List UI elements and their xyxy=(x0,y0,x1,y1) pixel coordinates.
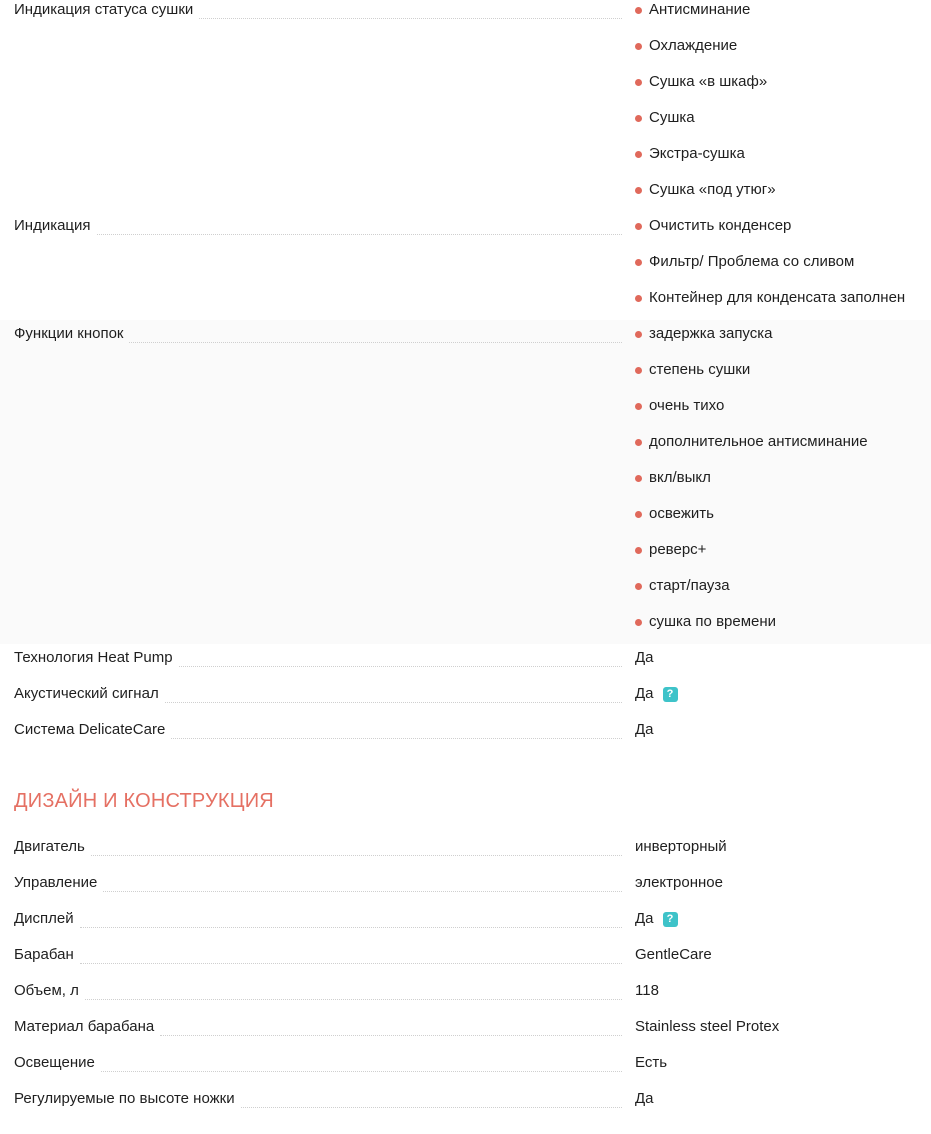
spec-value-list-item xyxy=(635,212,931,248)
spec-value-list-item xyxy=(635,356,931,392)
bullet-icon xyxy=(635,43,642,50)
bullet-icon xyxy=(635,439,642,446)
section-heading-design: ДИЗАЙН И КОНСТРУКЦИЯ xyxy=(14,790,274,812)
spec-value-list-item xyxy=(635,464,931,500)
spec-values xyxy=(635,1013,931,1049)
spec-value-text: освежить xyxy=(649,505,714,522)
spec-value-list-item xyxy=(635,32,931,68)
bullet-icon xyxy=(635,547,642,554)
bullet-icon xyxy=(635,151,642,158)
spec-values xyxy=(635,869,931,905)
spec-value-list-item xyxy=(635,500,931,536)
spec-value-list-item xyxy=(635,608,931,644)
spec-value xyxy=(635,905,931,941)
spec-value-text: Да xyxy=(635,1090,654,1107)
spec-value-list-item xyxy=(635,428,931,464)
spec-label-wrap xyxy=(14,680,622,716)
spec-value-text: инверторный xyxy=(635,838,727,855)
help-icon[interactable]: ? xyxy=(663,912,678,927)
spec-row xyxy=(0,869,931,905)
bullet-icon xyxy=(635,115,642,122)
spec-value xyxy=(635,941,931,977)
spec-value-text: Охлаждение xyxy=(649,37,738,54)
spec-values xyxy=(635,977,931,1013)
bullet-icon xyxy=(635,475,642,482)
spec-label-wrap xyxy=(14,0,622,32)
spec-values xyxy=(635,0,931,212)
dotted-leader xyxy=(199,18,622,19)
spec-value-text: Фильтр/ Проблема со сливом xyxy=(649,253,855,270)
spec-values xyxy=(635,644,931,680)
spec-values xyxy=(635,833,931,869)
dotted-leader xyxy=(91,855,622,856)
spec-value-text: задержка запуска xyxy=(649,325,773,342)
spec-value-text: Да xyxy=(635,910,654,927)
spec-label-wrap xyxy=(14,212,622,248)
bullet-icon xyxy=(635,7,642,14)
dotted-leader xyxy=(101,1071,622,1072)
dotted-leader xyxy=(165,702,622,703)
spec-label: Управление xyxy=(14,874,98,891)
spec-label: Двигатель xyxy=(14,838,85,855)
spec-value-list-item xyxy=(635,284,931,320)
spec-value-text: вкл/выкл xyxy=(649,469,711,486)
spec-values xyxy=(635,1085,931,1121)
spec-row xyxy=(0,0,931,212)
spec-label: Индикация xyxy=(14,217,91,234)
spec-value-list-item xyxy=(635,140,931,176)
spec-value-list-item xyxy=(635,0,931,32)
spec-label-wrap xyxy=(14,1085,622,1121)
dotted-leader xyxy=(241,1107,622,1108)
dotted-leader xyxy=(80,927,622,928)
spec-value-text: реверс+ xyxy=(649,541,707,558)
bullet-icon xyxy=(635,619,642,626)
spec-label: Акустический сигнал xyxy=(14,685,159,702)
spec-label-wrap xyxy=(14,644,622,680)
spec-values xyxy=(635,680,931,716)
bullet-icon xyxy=(635,79,642,86)
spec-value-text: Stainless steel Protex xyxy=(635,1018,780,1035)
spec-value xyxy=(635,1085,931,1121)
spec-value xyxy=(635,680,931,716)
spec-value xyxy=(635,977,931,1013)
dotted-leader xyxy=(171,738,622,739)
spec-value-text: Есть xyxy=(635,1054,668,1071)
spec-row xyxy=(0,680,931,716)
spec-value xyxy=(635,1049,931,1085)
specs-design-section xyxy=(0,833,931,1121)
spec-value xyxy=(635,1013,931,1049)
dotted-leader xyxy=(103,891,622,892)
spec-value-text: GentleCare xyxy=(635,946,712,963)
spec-values xyxy=(635,212,931,320)
spec-value xyxy=(635,869,931,905)
spec-label: Объем, л xyxy=(14,982,79,999)
spec-label: Функции кнопок xyxy=(14,325,124,342)
bullet-icon xyxy=(635,583,642,590)
spec-value-text: Контейнер для конденсата заполнен xyxy=(649,289,906,306)
spec-row xyxy=(0,716,931,752)
spec-value-text: Очистить конденсер xyxy=(649,217,792,234)
spec-value xyxy=(635,644,931,680)
spec-values xyxy=(635,1049,931,1085)
bullet-icon xyxy=(635,223,642,230)
help-icon[interactable]: ? xyxy=(663,687,678,702)
dotted-leader xyxy=(97,234,622,235)
spec-value-list-item xyxy=(635,320,931,356)
spec-value-text: Сушка «под утюг» xyxy=(649,181,776,198)
spec-label: Дисплей xyxy=(14,910,74,927)
dotted-leader xyxy=(85,999,622,1000)
bullet-icon xyxy=(635,403,642,410)
spec-label-wrap xyxy=(14,833,622,869)
spec-row xyxy=(0,833,931,869)
spec-label: Материал барабана xyxy=(14,1018,155,1035)
bullet-icon xyxy=(635,295,642,302)
spec-values xyxy=(635,941,931,977)
spec-row xyxy=(0,1085,931,1121)
bullet-icon xyxy=(635,367,642,374)
spec-label-wrap xyxy=(14,716,622,752)
dotted-leader xyxy=(80,963,622,964)
spec-label: Барабан xyxy=(14,946,74,963)
spec-value-text: Сушка «в шкаф» xyxy=(649,73,768,90)
spec-value-list-item xyxy=(635,572,931,608)
spec-value-text: Да xyxy=(635,649,654,666)
spec-label: Освещение xyxy=(14,1054,95,1071)
spec-row xyxy=(0,977,931,1013)
spec-label: Технология Heat Pump xyxy=(14,649,173,666)
spec-value-text: Сушка xyxy=(649,109,695,126)
spec-row xyxy=(0,941,931,977)
spec-values xyxy=(635,905,931,941)
spec-label-wrap xyxy=(14,1013,622,1049)
spec-label: Система DelicateCare xyxy=(14,721,166,738)
spec-value-list-item xyxy=(635,536,931,572)
spec-row xyxy=(0,1049,931,1085)
spec-value-text: сушка по времени xyxy=(649,613,777,630)
spec-values xyxy=(635,716,931,752)
spec-row xyxy=(0,1013,931,1049)
spec-row xyxy=(0,212,931,320)
spec-label-wrap xyxy=(14,941,622,977)
spec-label-wrap xyxy=(14,1049,622,1085)
spec-value-list-item xyxy=(635,68,931,104)
spec-label-wrap xyxy=(14,977,622,1013)
bullet-icon xyxy=(635,259,642,266)
spec-value-text: электронное xyxy=(635,874,723,891)
spec-value-list-item xyxy=(635,248,931,284)
spec-value-text: Да xyxy=(635,685,654,702)
spec-values xyxy=(635,320,931,644)
bullet-icon xyxy=(635,331,642,338)
spec-value-text: дополнительное антисминание xyxy=(649,433,868,450)
spec-label-wrap xyxy=(14,905,622,941)
dotted-leader xyxy=(179,666,622,667)
spec-value-list-item xyxy=(635,104,931,140)
spec-label-wrap xyxy=(14,320,622,356)
spec-value-text: очень тихо xyxy=(649,397,725,414)
spec-value-text: степень сушки xyxy=(649,361,751,378)
spec-label: Индикация статуса сушки xyxy=(14,1,194,18)
spec-value-text: 118 xyxy=(635,982,659,999)
spec-value-list-item xyxy=(635,176,931,212)
spec-value-text: Антисминание xyxy=(649,1,751,18)
spec-value-text: Экстра-сушка xyxy=(649,145,745,162)
bullet-icon xyxy=(635,187,642,194)
spec-value-text: Да xyxy=(635,721,654,738)
spec-value xyxy=(635,833,931,869)
spec-value xyxy=(635,716,931,752)
spec-row xyxy=(0,905,931,941)
spec-label: Регулируемые по высоте ножки xyxy=(14,1090,235,1107)
bullet-icon xyxy=(635,511,642,518)
spec-value-list-item xyxy=(635,392,931,428)
dotted-leader xyxy=(160,1035,622,1036)
spec-row xyxy=(0,644,931,680)
spec-value-text: старт/пауза xyxy=(649,577,730,594)
dotted-leader xyxy=(129,342,622,343)
spec-row xyxy=(0,320,931,644)
spec-label-wrap xyxy=(14,869,622,905)
